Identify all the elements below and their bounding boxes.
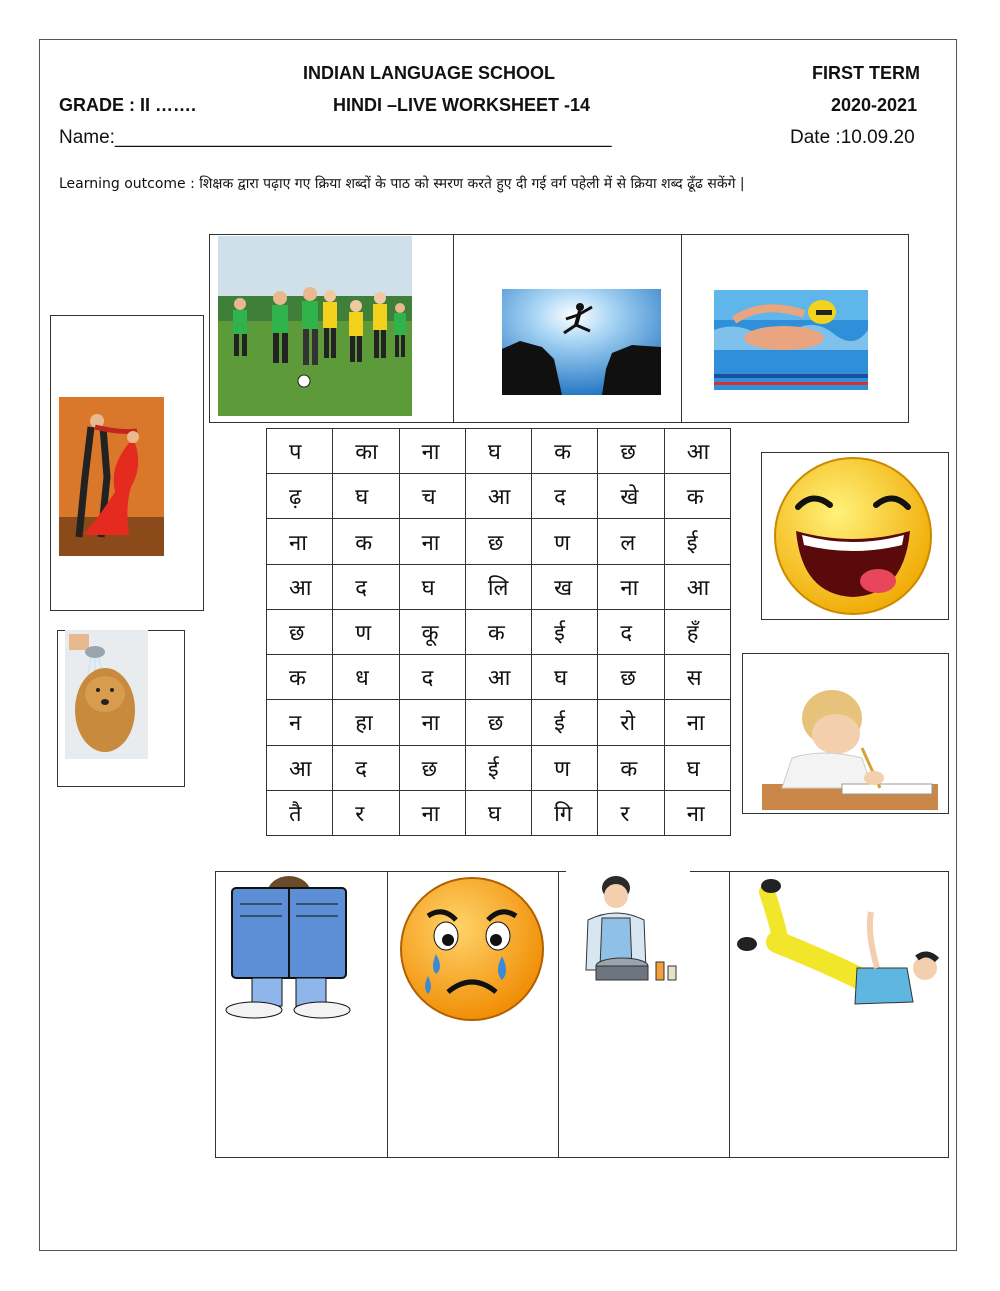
grid-cell[interactable]: छ	[598, 655, 664, 700]
grid-cell[interactable]: ण	[532, 519, 598, 564]
grid-cell[interactable]: द	[399, 655, 465, 700]
reading-child-picture	[222, 874, 356, 1020]
grid-cell[interactable]: आ	[465, 655, 531, 700]
grid-cell[interactable]: घ	[532, 655, 598, 700]
grid-cell[interactable]: र	[598, 790, 664, 835]
grid-row	[267, 564, 731, 609]
grid-cell[interactable]: हा	[333, 700, 399, 745]
school-name: INDIAN LANGUAGE SCHOOL	[303, 63, 555, 83]
laughing-emoji-picture	[768, 455, 938, 617]
grid-cell[interactable]: कू	[399, 609, 465, 654]
grid-cell[interactable]: क	[598, 745, 664, 790]
grid-row	[267, 745, 731, 790]
jump-picture	[502, 289, 661, 395]
grid-cell[interactable]: का	[333, 429, 399, 474]
grid-cell[interactable]: द	[598, 609, 664, 654]
grid-cell[interactable]: ई	[465, 745, 531, 790]
grid-cell[interactable]: क	[267, 655, 333, 700]
grid-cell[interactable]: ना	[267, 519, 333, 564]
learning-outcome: Learning outcome : शिक्षक द्वारा पढ़ाए गए क्रिया शब्दों के पाठ को स्मरण करते हुए दी गई वर्ग पहेली में से क्रिया शब्द ढूँढ सकेंगे |	[59, 176, 745, 192]
writing-boy-picture	[762, 688, 938, 810]
grid-cell[interactable]: आ	[465, 474, 531, 519]
grid-cell[interactable]: र	[333, 790, 399, 835]
grid-cell[interactable]: द	[532, 474, 598, 519]
grid-cell[interactable]: आ	[267, 745, 333, 790]
grid-cell[interactable]: आ	[664, 429, 730, 474]
date-label: Date :10.09.20	[790, 127, 915, 148]
crying-emoji-picture	[398, 876, 546, 1022]
falling-boy-picture	[737, 872, 942, 1012]
grid-cell[interactable]: छ	[399, 745, 465, 790]
grid-row	[267, 474, 731, 519]
grid-cell[interactable]: द	[333, 745, 399, 790]
word-search-grid	[266, 428, 731, 836]
grid-cell[interactable]: घ	[465, 429, 531, 474]
grid-cell[interactable]: छ	[598, 429, 664, 474]
grid-cell[interactable]: ना	[664, 700, 730, 745]
grid-cell[interactable]: ना	[664, 790, 730, 835]
grid-cell[interactable]: आ	[267, 564, 333, 609]
grid-row	[267, 429, 731, 474]
grid-row	[267, 609, 731, 654]
worksheet-title: HINDI –LIVE WORKSHEET -14	[333, 95, 591, 115]
grid-row	[267, 790, 731, 835]
grid-cell[interactable]: घ	[333, 474, 399, 519]
grid-cell[interactable]: क	[333, 519, 399, 564]
grid-cell[interactable]: तै	[267, 790, 333, 835]
grid-cell[interactable]: ना	[399, 700, 465, 745]
grid-cell[interactable]: घ	[465, 790, 531, 835]
grade-label: GRADE : II …….	[59, 95, 197, 115]
grid-cell[interactable]: गि	[532, 790, 598, 835]
grid-cell[interactable]: घ	[664, 745, 730, 790]
grid-cell[interactable]: रो	[598, 700, 664, 745]
grid-cell[interactable]: ढ़	[267, 474, 333, 519]
grid-row	[267, 700, 731, 745]
grid-cell[interactable]: ण	[333, 609, 399, 654]
grid-cell[interactable]: स	[664, 655, 730, 700]
swim-picture	[714, 290, 868, 390]
dog-bath-picture	[65, 630, 148, 759]
grid-cell[interactable]: ई	[664, 519, 730, 564]
grid-cell[interactable]: ण	[532, 745, 598, 790]
football-picture	[218, 236, 412, 416]
grid-cell[interactable]: लि	[465, 564, 531, 609]
grid-cell[interactable]: प	[267, 429, 333, 474]
grid-cell[interactable]: ई	[532, 609, 598, 654]
grid-cell[interactable]: छ	[465, 700, 531, 745]
cooking-man-picture	[566, 870, 690, 996]
term-label: FIRST TERM	[812, 63, 920, 83]
academic-year: 2020-2021	[831, 95, 918, 115]
grid-cell[interactable]: ना	[399, 790, 465, 835]
grid-cell[interactable]: द	[333, 564, 399, 609]
grid-cell[interactable]: च	[399, 474, 465, 519]
grid-cell[interactable]: घ	[399, 564, 465, 609]
grid-cell[interactable]: खे	[598, 474, 664, 519]
grid-cell[interactable]: ना	[399, 429, 465, 474]
grid-cell[interactable]: आ	[664, 564, 730, 609]
grid-cell[interactable]: न	[267, 700, 333, 745]
grid-cell[interactable]: हँ	[664, 609, 730, 654]
name-field[interactable]: Name:_______________________________________________	[59, 127, 612, 148]
grid-cell[interactable]: ई	[532, 700, 598, 745]
grid-cell[interactable]: छ	[465, 519, 531, 564]
grid-cell[interactable]: छ	[267, 609, 333, 654]
grid-row	[267, 519, 731, 564]
grid-cell[interactable]: क	[532, 429, 598, 474]
grid-cell[interactable]: ख	[532, 564, 598, 609]
grid-cell[interactable]: ना	[399, 519, 465, 564]
grid-row	[267, 655, 731, 700]
dance-picture	[59, 397, 164, 556]
grid-cell[interactable]: ल	[598, 519, 664, 564]
grid-cell[interactable]: क	[465, 609, 531, 654]
grid-cell[interactable]: ना	[598, 564, 664, 609]
grid-cell[interactable]: ध	[333, 655, 399, 700]
grid-cell[interactable]: क	[664, 474, 730, 519]
